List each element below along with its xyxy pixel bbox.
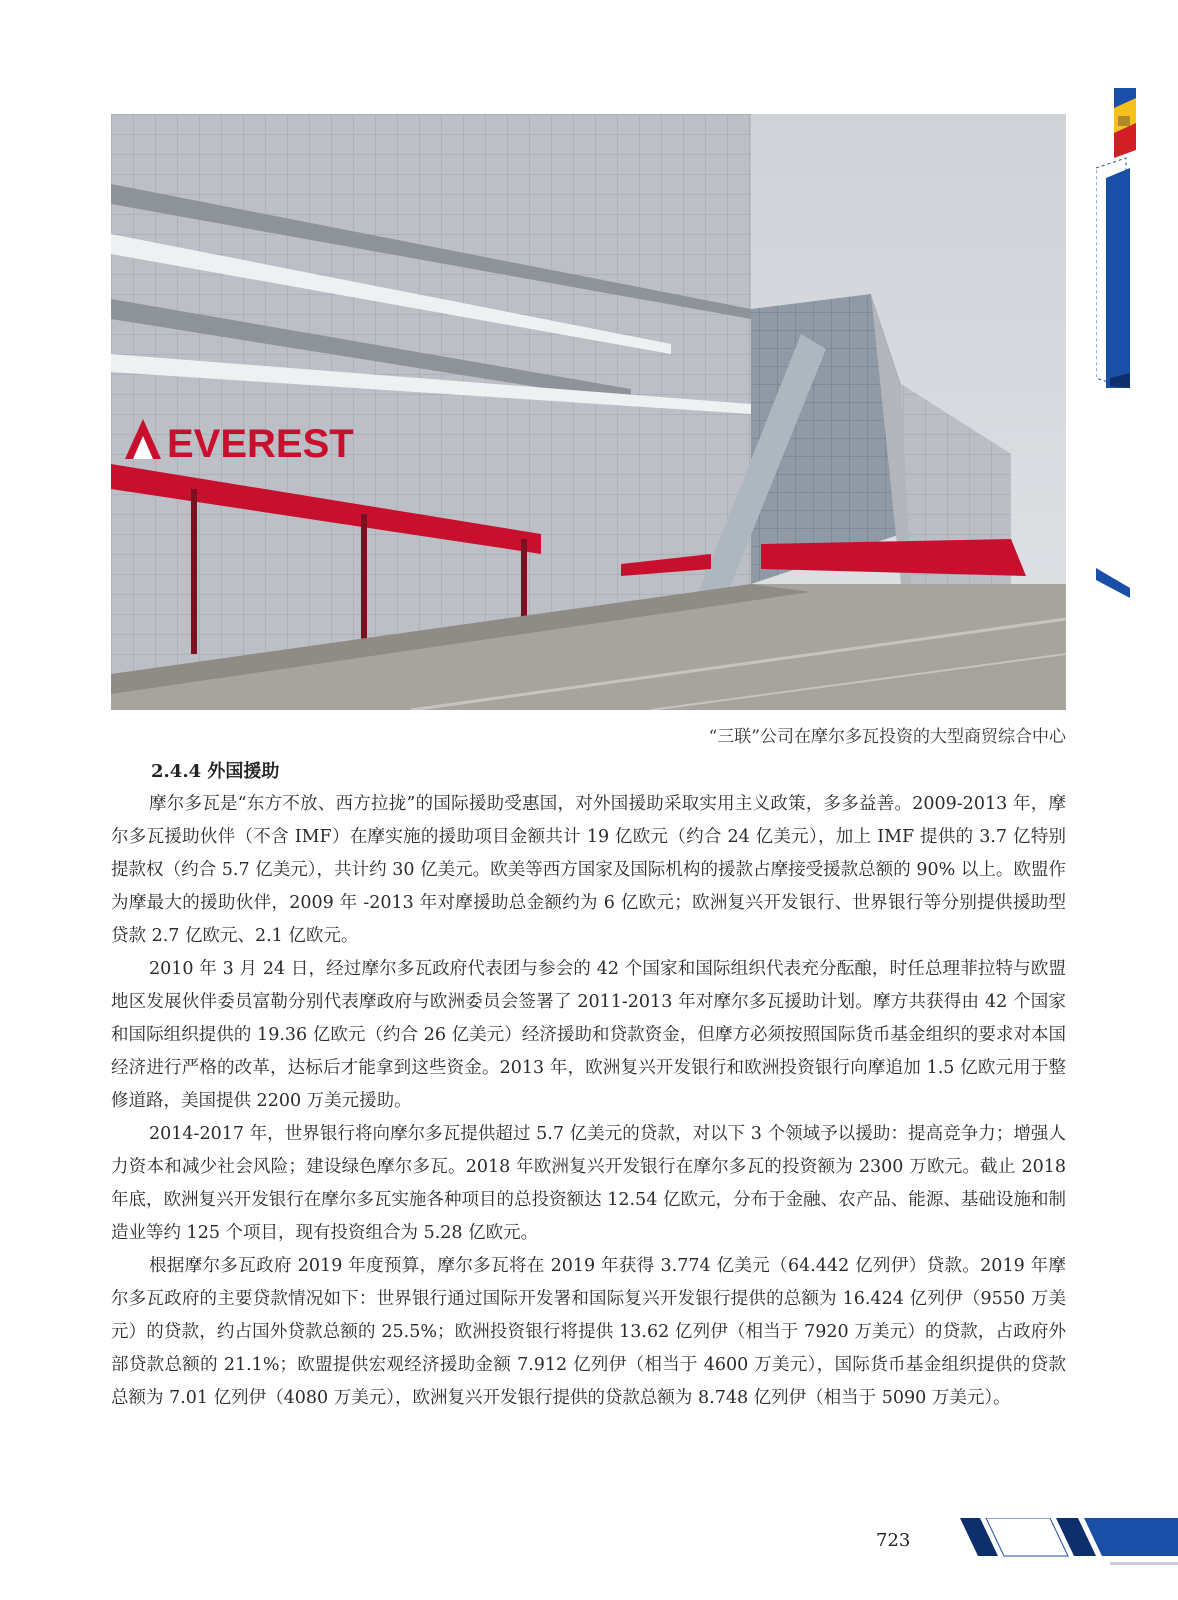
paragraph: 2010 年 3 月 24 日，经过摩尔多瓦政府代表团与参会的 42 个国家和国际组织代表充分酝酿，时任总理菲拉特与欧盟地区发展伙伴委员富勒分别代表摩政府与欧洲委员会签署了 2011-2013 年对摩尔多瓦援助计划。摩方共获得由 42 个国家和国际组织提供的 19.36 亿欧元（约合 26 亿美元）经济援助和贷款资金，但摩方必须按照国际货币基金组织的要求对本国经济进行严格的改革，达标后才能拿到这些资金。2013 年，欧洲复兴开发银行和欧洲投资银行向摩追加 1.5 亿欧元用于整修道路，美国提供 2200 万美元援助。 [111,959,1066,1111]
everest-sign: EVEREST [167,422,354,466]
side-tab-decoration [1096,88,1146,598]
section-heading: 2.4.4 外国援助 [151,761,280,782]
building-illustration [111,114,1066,710]
photo-caption: “三联”公司在摩尔多瓦投资的大型商贸综合中心 [708,727,1066,747]
paragraph: 摩尔多瓦是“东方不放、西方拉拢”的国际援助受惠国，对外国援助采取实用主义政策，多多益善。2009-2013 年，摩尔多瓦援助伙伴（不含 IMF）在摩实施的援助项目金额共计 19 亿欧元（约合 24 亿美元），加上 IMF 提供的 3.7 亿特别提款权（约合 5.7 亿美元），共计约 30 亿美元。欧美等西方国家及国际机构的援款占摩接受援款总额的 90% 以上。欧盟作为摩最大的援助伙伴，2009 年 -2013 年对摩援助总金额约为 6 亿欧元；欧洲复兴开发银行、世界银行等分别提供援助型贷款 2.7 亿欧元、2.1 亿欧元。 [111,794,1066,946]
paragraph: 2014-2017 年，世界银行将向摩尔多瓦提供超过 5.7 亿美元的贷款，对以下 3 个领域予以援助：提高竞争力；增强人力资本和减少社会风险；建设绿色摩尔多瓦。2018 年欧洲复兴开发银行在摩尔多瓦的投资额为 2300 万欧元。截止 2018 年底，欧洲复兴开发银行在摩尔多瓦实施各种项目的总投资额达 12.54 亿欧元，分布于金融、农产品、能源、基础设施和制造业等约 125 个项目，现有投资组合为 5.28 亿欧元。 [111,1124,1066,1243]
paragraph: 根据摩尔多瓦政府 2019 年度预算，摩尔多瓦将在 2019 年获得 3.774 亿美元（64.442 亿列伊）贷款。2019 年摩尔多瓦政府的主要贷款情况如下：世界银行通过国际开发署和国际复兴开发银行提供的总额为 16.424 亿列伊（9550 万美元）的贷款，约占国外贷款总额的 25.5%；欧洲投资银行将提供 13.62 亿列伊（相当于 7920 万美元）的贷款，占政府外部贷款总额的 21.1%；欧盟提供宏观经济援助金额 7.912 亿列伊（相当于 4600 万美元），国际货币基金组织提供的贷款总额为 7.01 亿列伊（4080 万美元），欧洲复兴开发银行提供的贷款总额为 8.748 亿列伊（相当于 5090 万美元）。 [111,1256,1066,1408]
footer-stripes-decoration [960,1518,1178,1573]
body-text [111,788,1066,1415]
page-number: 723 [876,1530,911,1551]
building-photo [111,114,1066,710]
